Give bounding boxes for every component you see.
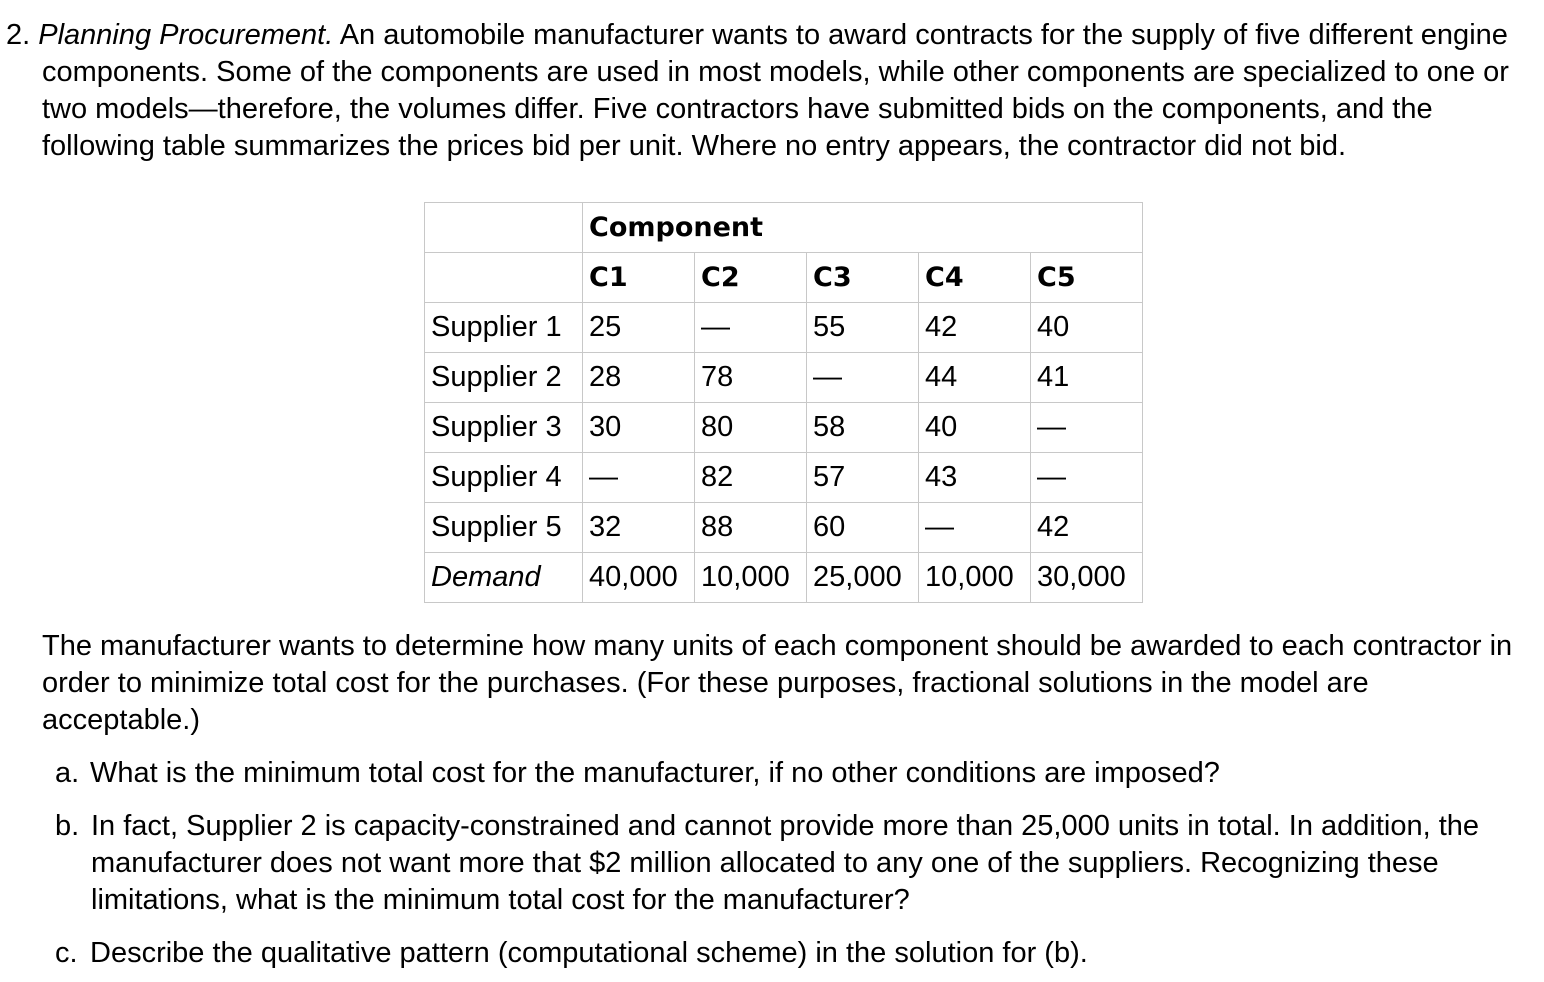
table-group-header-row	[425, 203, 1143, 253]
bid-table-container	[424, 202, 1143, 603]
demand-cell: 40,000	[583, 553, 695, 603]
demand-cell: 10,000	[919, 553, 1031, 603]
row-label: Supplier 4	[425, 453, 583, 503]
table-cell: 25	[583, 303, 695, 353]
table-row	[425, 403, 1143, 453]
demand-cell: 25,000	[807, 553, 919, 603]
table-cell: 32	[583, 503, 695, 553]
table-cell: —	[1031, 403, 1143, 453]
table-cell: 28	[583, 353, 695, 403]
question-text: What is the minimum total cost for the manufacturer, if no other conditions are imposed?	[90, 757, 1220, 789]
question-letter: a.	[55, 757, 80, 789]
question-text: Describe the qualitative pattern (computational scheme) in the solution for (b).	[90, 937, 1088, 969]
table-cell: 80	[695, 403, 807, 453]
column-header: C3	[807, 253, 919, 303]
table-cell: 57	[807, 453, 919, 503]
table-cell: 55	[807, 303, 919, 353]
table-cell: 42	[1031, 503, 1143, 553]
question-letter: b.	[55, 810, 80, 842]
table-cell: —	[695, 303, 807, 353]
demand-label: Demand	[425, 553, 583, 603]
component-group-header: Component	[583, 203, 1143, 253]
table-cell: —	[583, 453, 695, 503]
column-header: C5	[1031, 253, 1143, 303]
table-cell: —	[919, 503, 1031, 553]
row-label: Supplier 5	[425, 503, 583, 553]
table-corner-cell	[425, 203, 583, 253]
problem-number: 2.	[6, 19, 31, 51]
demand-cell: 10,000	[695, 553, 807, 603]
question-letter: c.	[55, 937, 78, 969]
demand-cell: 30,000	[1031, 553, 1143, 603]
table-column-header-row	[425, 253, 1143, 303]
problem-statement	[6, 17, 1536, 165]
problem-intro	[6, 17, 1536, 165]
row-label: Supplier 1	[425, 303, 583, 353]
demand-row	[425, 553, 1143, 603]
column-header: C4	[919, 253, 1031, 303]
table-cell: 44	[919, 353, 1031, 403]
question-text: In fact, Supplier 2 is capacity-constrained and cannot provide more than 25,000 units in total. In addition, the manufacturer does not want more that $2 million allocated to any one of the suppliers. Recognizing these limitations, what is the minimum total cost for the manufacturer?	[91, 810, 1480, 916]
problem-title: Planning Procurement.	[38, 19, 334, 51]
table-cell: —	[807, 353, 919, 403]
table-cell: 40	[1031, 303, 1143, 353]
question-c	[55, 935, 1088, 972]
bid-table	[424, 202, 1143, 603]
column-header: C1	[583, 253, 695, 303]
question-a	[55, 755, 1220, 792]
table-cell: 60	[807, 503, 919, 553]
table-cell: —	[1031, 453, 1143, 503]
table-cell: 78	[695, 353, 807, 403]
table-cell: 42	[919, 303, 1031, 353]
table-cell: 43	[919, 453, 1031, 503]
table-row	[425, 503, 1143, 553]
table-row	[425, 453, 1143, 503]
table-cell: 88	[695, 503, 807, 553]
row-label: Supplier 3	[425, 403, 583, 453]
table-cell: 82	[695, 453, 807, 503]
column-header: C2	[695, 253, 807, 303]
table-cell: 41	[1031, 353, 1143, 403]
table-row	[425, 353, 1143, 403]
question-b	[55, 808, 1541, 919]
row-label: Supplier 2	[425, 353, 583, 403]
table-cell: 58	[807, 403, 919, 453]
objective-paragraph: The manufacturer wants to determine how many units of each component should be awarded to each contractor in order to minimize total cost for the purchases. (For these purposes, fractional solutions in the model are acceptable.)	[42, 630, 1513, 736]
table-cell: 30	[583, 403, 695, 453]
problem-intro-text: An automobile manufacturer wants to award contracts for the supply of five different engine components. Some of the components are used in most models, while other components are specialized to one or two models—therefore, the volumes differ. Five contractors have submitted bids on the components, and the following table summarizes the prices bid per unit. Where no entry appears, the contractor did not bid.	[42, 19, 1509, 162]
table-row	[425, 303, 1143, 353]
table-corner-cell	[425, 253, 583, 303]
table-cell: 40	[919, 403, 1031, 453]
